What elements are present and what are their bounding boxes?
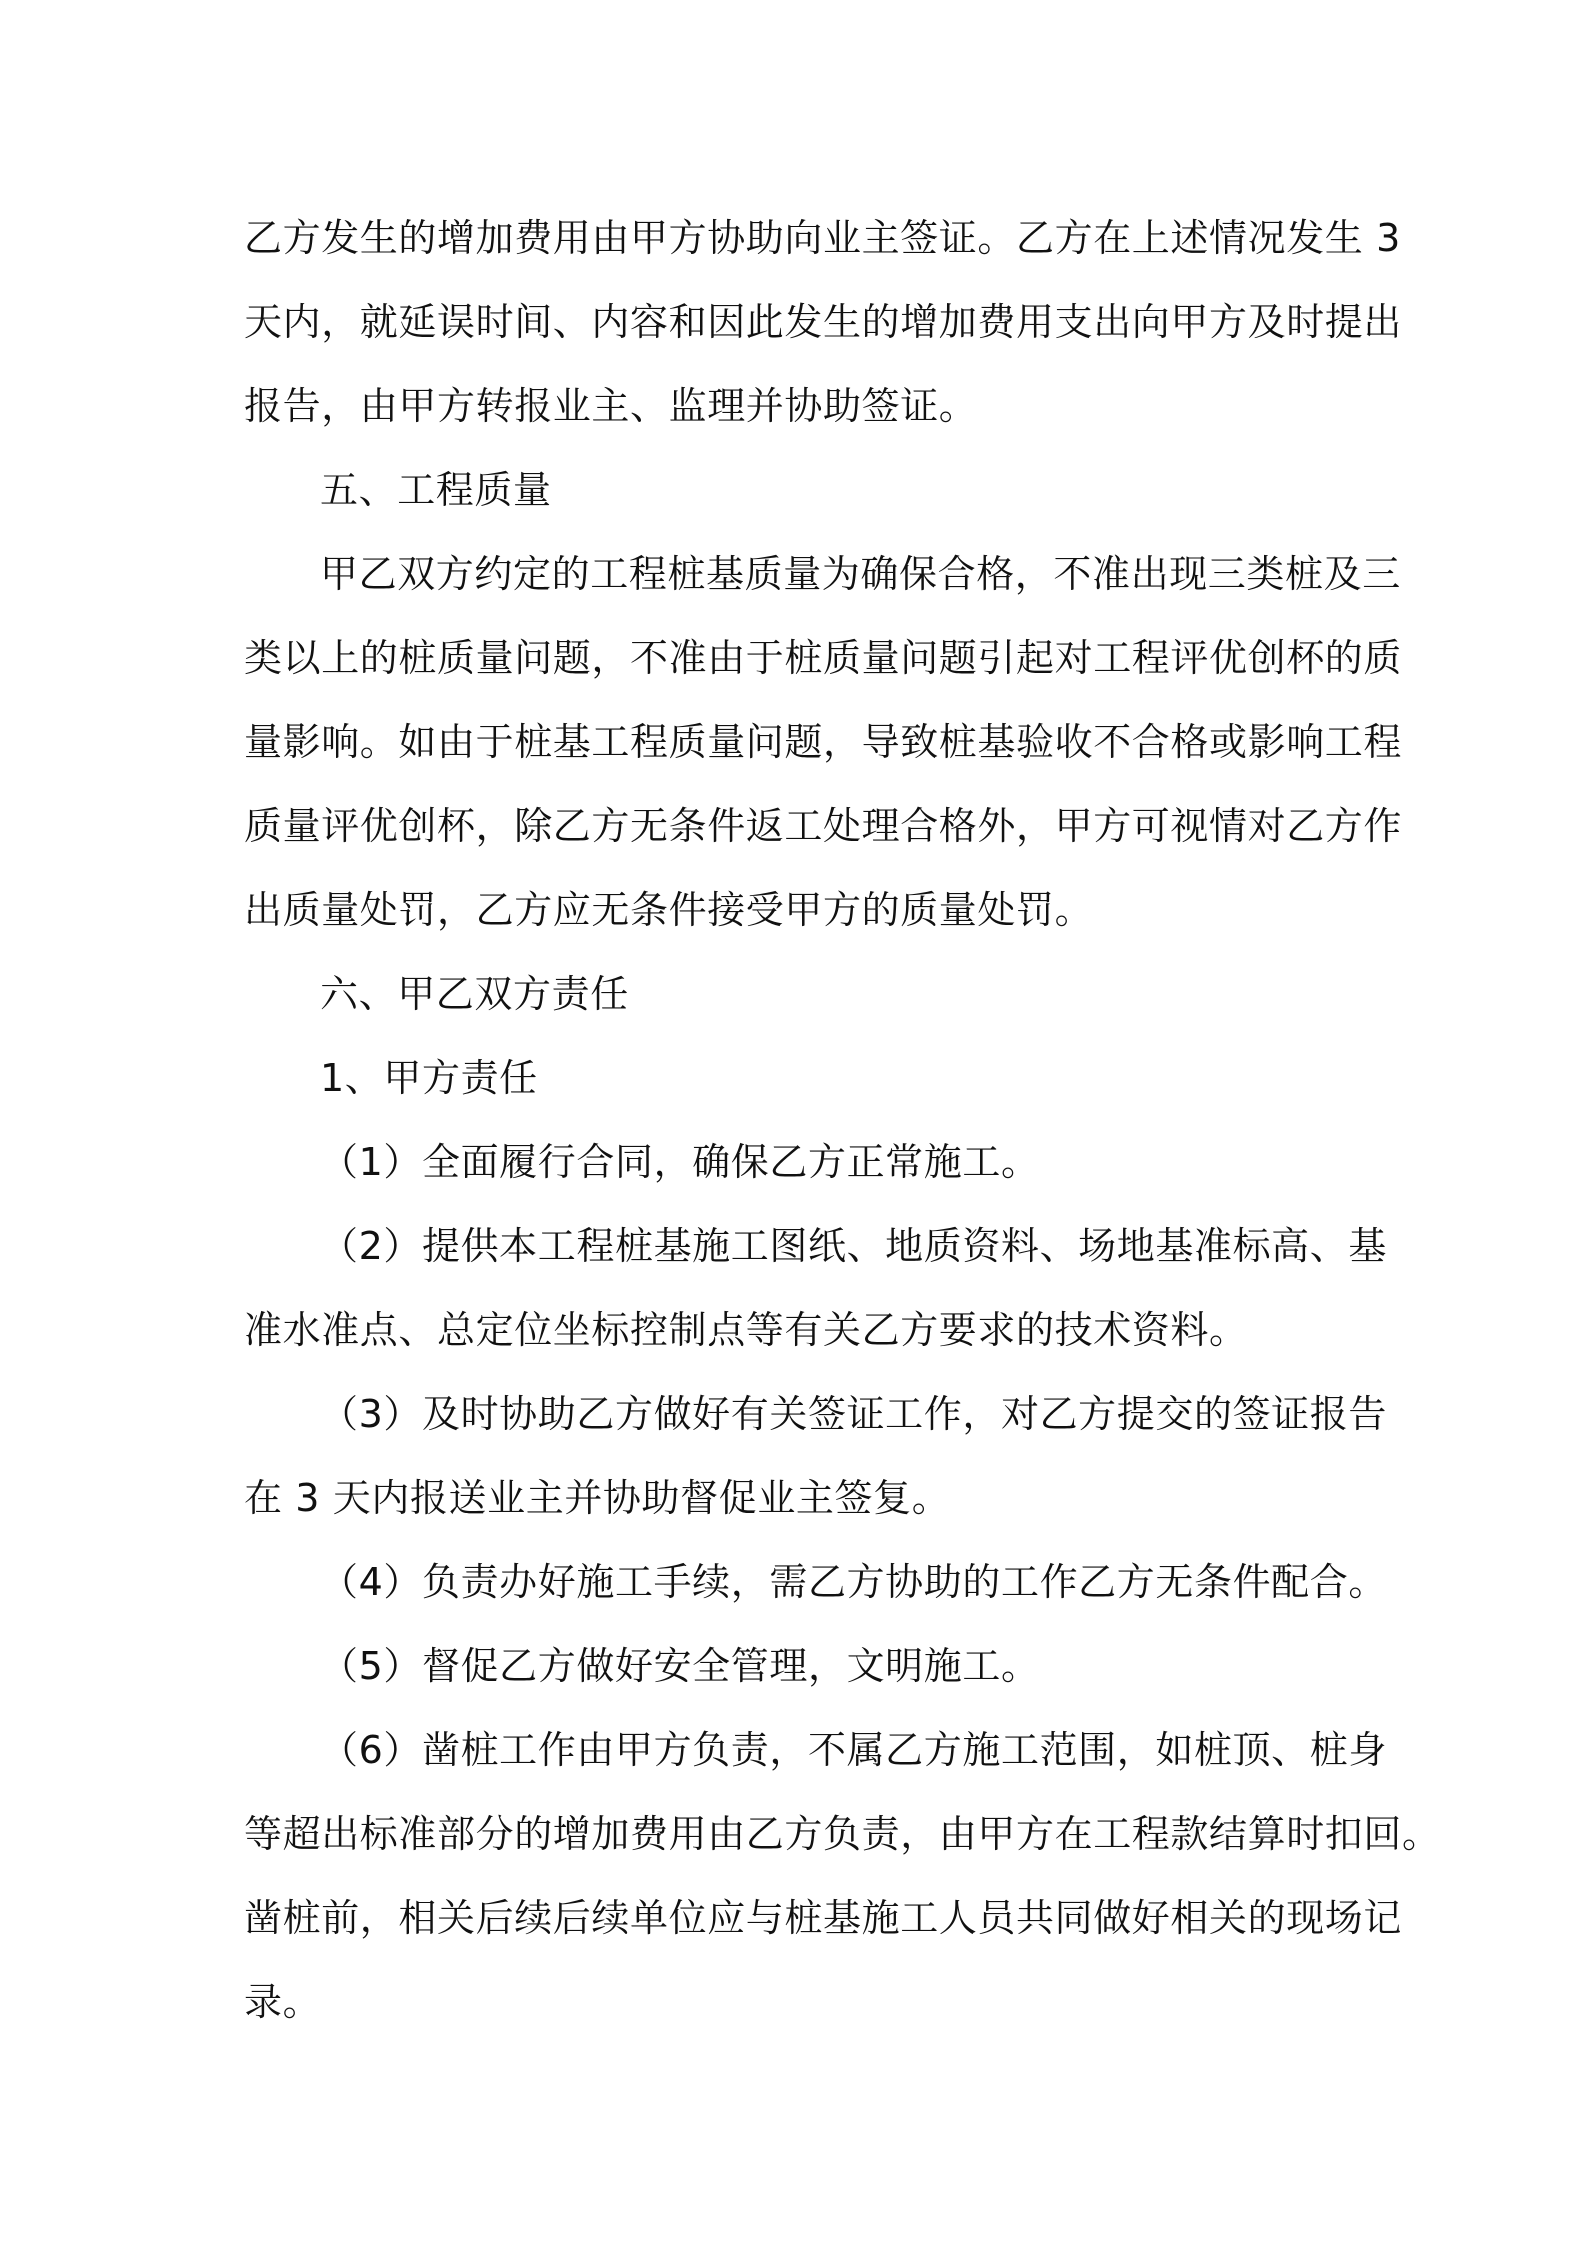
section-heading: 六、甲乙双方责任 bbox=[320, 972, 629, 1016]
paragraph-line: 乙方发生的增加费用由甲方协助向业主签证。乙方在上述情况发生 3 bbox=[244, 216, 1401, 260]
list-item: （1）全面履行合同，确保乙方正常施工。 bbox=[320, 1140, 1040, 1184]
paragraph-line: 报告，由甲方转报业主、监理并协助签证。 bbox=[244, 384, 978, 428]
list-item-continuation: 凿桩前，相关后续后续单位应与桩基施工人员共同做好相关的现场记 bbox=[244, 1896, 1403, 1940]
list-item: （6）凿桩工作由甲方负责，不属乙方施工范围，如桩顶、桩身 bbox=[320, 1728, 1387, 1772]
list-item: （3）及时协助乙方做好有关签证工作，对乙方提交的签证报告 bbox=[320, 1392, 1387, 1436]
paragraph-line: 质量评优创杯，除乙方无条件返工处理合格外，甲方可视情对乙方作 bbox=[244, 804, 1403, 848]
list-item: （5）督促乙方做好安全管理，文明施工。 bbox=[320, 1644, 1040, 1688]
list-item-continuation: 录。 bbox=[244, 1980, 322, 2024]
document-body bbox=[244, 196, 1441, 2044]
paragraph-line: 类以上的桩质量问题，不准由于桩质量问题引起对工程评优创杯的质 bbox=[244, 636, 1403, 680]
section-heading: 五、工程质量 bbox=[320, 468, 552, 512]
paragraph-line: 甲乙双方约定的工程桩基质量为确保合格，不准出现三类桩及三 bbox=[320, 552, 1401, 596]
list-item-continuation: 准水准点、总定位坐标控制点等有关乙方要求的技术资料。 bbox=[244, 1308, 1248, 1352]
list-item: （2）提供本工程桩基施工图纸、地质资料、场地基准标高、基 bbox=[320, 1224, 1387, 1268]
paragraph-line: 出质量处罚，乙方应无条件接受甲方的质量处罚。 bbox=[244, 888, 1094, 932]
list-item-continuation: 等超出标准部分的增加费用由乙方负责，由甲方在工程款结算时扣回。 bbox=[244, 1812, 1441, 1856]
subsection-heading: 1、甲方责任 bbox=[320, 1056, 538, 1100]
paragraph-line: 量影响。如由于桩基工程质量问题，导致桩基验收不合格或影响工程 bbox=[244, 720, 1403, 764]
list-item-continuation: 在 3 天内报送业主并协助督促业主签复。 bbox=[244, 1476, 951, 1520]
list-item: （4）负责办好施工手续，需乙方协助的工作乙方无条件配合。 bbox=[320, 1560, 1387, 1604]
paragraph-line: 天内，就延误时间、内容和因此发生的增加费用支出向甲方及时提出 bbox=[244, 300, 1403, 344]
